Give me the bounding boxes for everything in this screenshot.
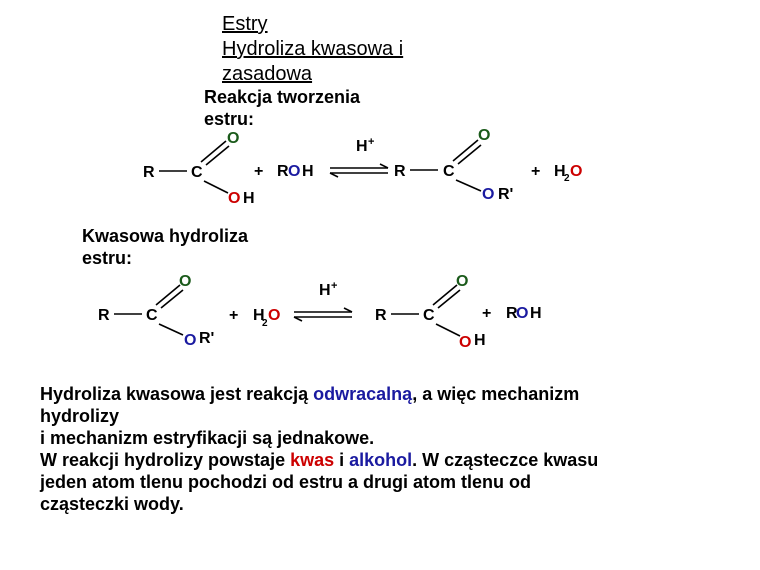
ester-r: R [98,307,110,324]
alcohol-o: O [288,163,301,180]
water-h: H [253,307,265,324]
ester-r-prime: R' [199,330,215,347]
alcohol-r: R [277,163,289,180]
section-1-heading-line-1: Reakcja tworzenia [204,87,361,107]
ester-c: C [443,163,455,180]
catalyst-h: H [319,282,331,299]
section-2-heading-line-2: estru: [82,248,133,268]
catalyst-charge: + [368,136,375,148]
water-h: H [554,163,566,180]
explanation-paragraph [40,383,720,515]
title-line-2: Hydroliza kwasowa i [222,38,404,60]
paragraph-line-3: i mechanizm estryfikacji są jednakowe. [40,428,375,448]
section-2-heading-line-1: Kwasowa hydroliza [82,226,249,246]
plus-sign-3: + [229,307,239,324]
section-1-heading-line-2: estru: [204,109,255,129]
acid-r: R [375,307,387,324]
ester-carbonyl-o: O [478,127,491,144]
ester-carbonyl-o: O [179,273,192,290]
paragraph-line-2: hydrolizy [40,406,120,426]
acid-hydroxyl-o: O [459,334,472,351]
acid-hydroxyl-h: H [243,190,255,207]
catalyst-charge: + [331,280,338,292]
paragraph-text: W reakcji hydrolizy powstaje [40,450,291,470]
esterification-reaction [143,127,582,207]
ester-r: R [394,163,406,180]
paragraph-text: i [334,450,350,470]
acid-carbonyl-o: O [227,130,240,147]
title-line-3: zasadowa [222,63,313,85]
acid-r-label: R [143,164,155,181]
water-o: O [268,307,281,324]
alcohol-r: R [506,305,518,322]
water-subscript: 2 [564,173,570,184]
paragraph-line-4 [40,449,720,471]
ester-r-prime: R' [498,186,514,203]
ester-c: C [146,307,158,324]
alcohol-o: O [516,305,529,322]
alcohol-h: H [302,163,314,180]
alcohol-h: H [530,305,542,322]
paragraph-line-1 [40,383,720,405]
water-o: O [570,163,583,180]
plus-sign-1: + [254,163,264,180]
acid-c-label: C [191,164,203,181]
plus-sign-4: + [482,305,492,322]
water-subscript: 2 [262,318,268,329]
acid-hydroxyl-o: O [228,190,241,207]
acid-c: C [423,307,435,324]
acid-hydrolysis-reaction [98,273,542,351]
ester-o: O [482,186,495,203]
acid-hydroxyl-h: H [474,332,486,349]
highlight-alcohol: alkohol [349,450,413,470]
paragraph-text: . W cząsteczce kwasu [412,450,599,470]
paragraph-line-6: cząsteczki wody. [40,494,184,514]
highlight-reversible: odwracalną [313,384,413,404]
catalyst-h: H [356,138,368,155]
title-line-1: Estry [222,13,268,35]
acid-carbonyl-o: O [456,273,469,290]
ester-o: O [184,332,197,349]
paragraph-line-5: jeden atom tlenu pochodzi od estru a drugi atom tlenu od [40,472,532,492]
highlight-acid: kwas [290,450,335,470]
paragraph-text: , a więc mechanizm [412,384,580,404]
plus-sign-2: + [531,163,541,180]
paragraph-text: Hydroliza kwasowa jest reakcją [40,384,314,404]
